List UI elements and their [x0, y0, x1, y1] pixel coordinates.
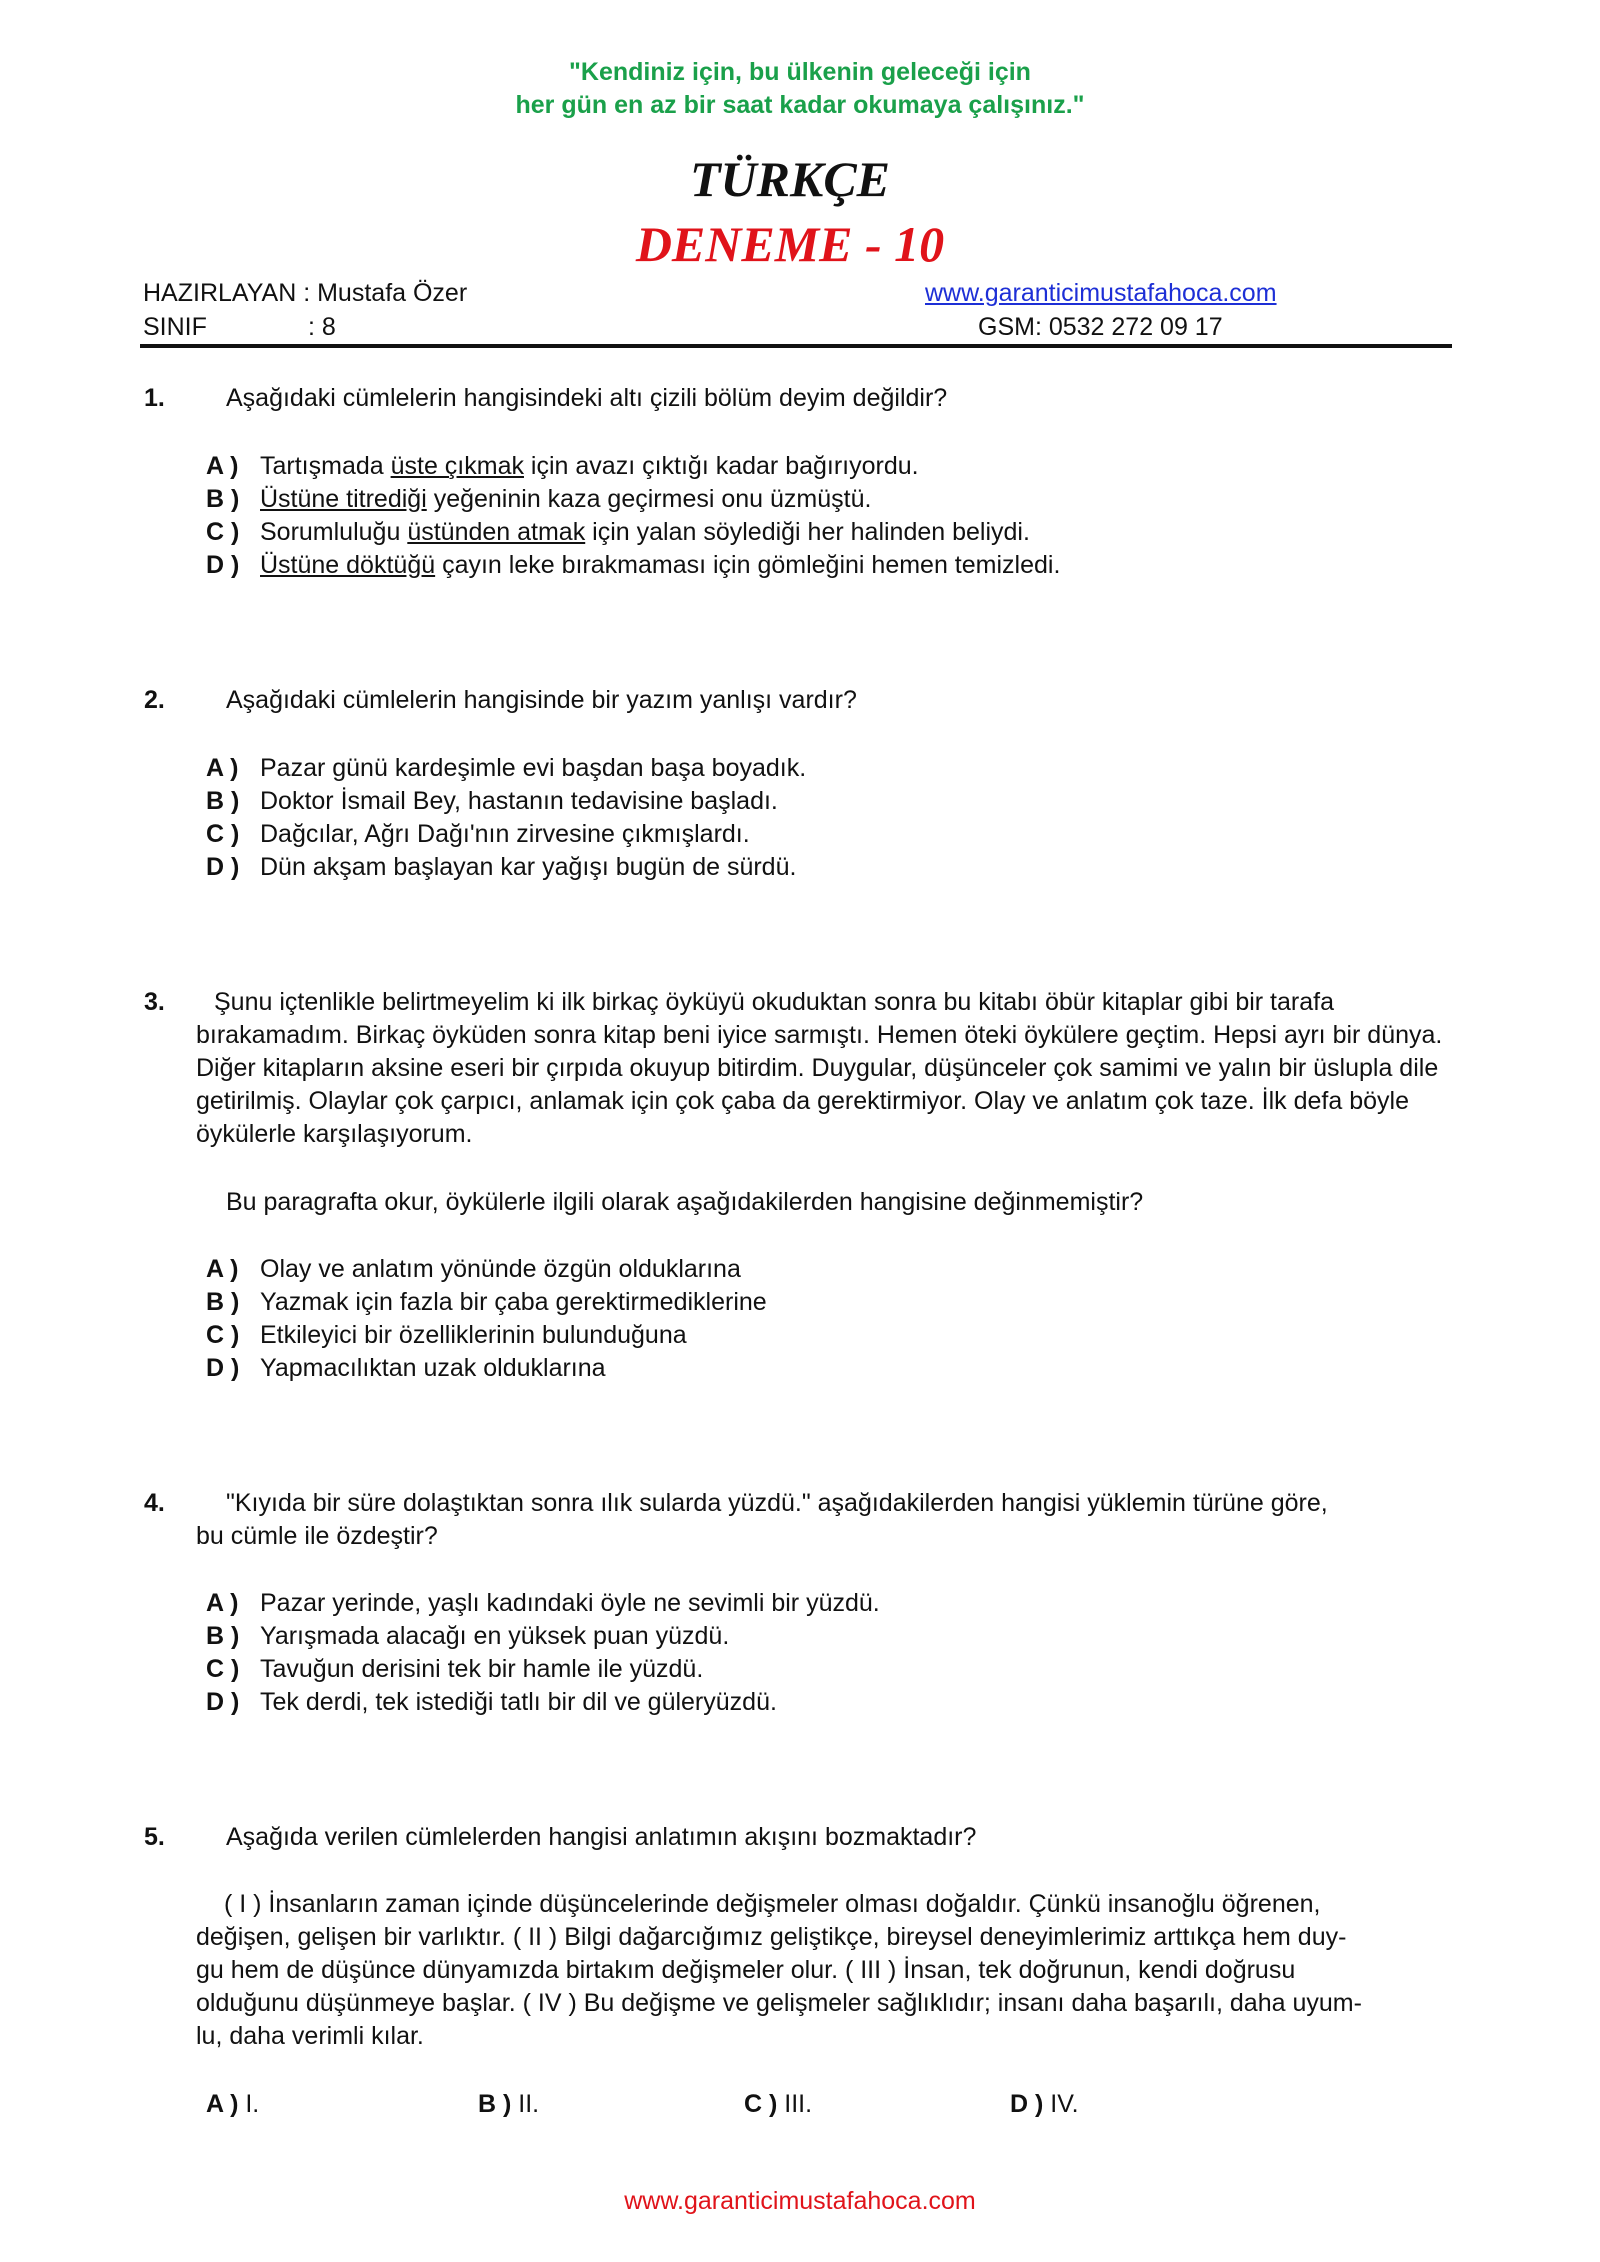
- option-text: Dün akşam başlayan kar yağışı bugün de sürdü.: [260, 853, 797, 881]
- option-text: Tartışmada: [260, 452, 391, 480]
- option-text: çayın leke bırakmaması için gömleğini hemen temizledi.: [435, 551, 1061, 579]
- passage-line: olduğunu düşünmeye başlar. ( IV ) Bu değişme ve gelişmeler sağlıklıdır; insanı daha başarılı, daha uyum-: [196, 1989, 1362, 2017]
- option-text: Tek derdi, tek istediği tatlı bir dil ve güleryüzdü.: [260, 1688, 777, 1716]
- option-text: Yapmacılıktan uzak olduklarına: [260, 1354, 606, 1382]
- option-label: A ): [206, 2090, 239, 2118]
- question-text-line-2: bu cümle ile özdeştir?: [196, 1522, 438, 1550]
- option-text: Yazmak için fazla bir çaba gerektirmediklerine: [260, 1288, 767, 1316]
- underlined-phrase: Üstüne titrediği: [260, 485, 427, 513]
- passage-line: lu, daha verimli kılar.: [196, 2022, 424, 2050]
- question-number: 3.: [144, 988, 165, 1016]
- option-text: II.: [518, 2090, 540, 2118]
- passage-line: ( I ) İnsanların zaman içinde düşüncelerinde değişmeler olması doğaldır. Çünkü insanoğlu öğrenen,: [224, 1890, 1321, 1918]
- option-c[interactable]: [744, 2088, 812, 2121]
- motto: [0, 56, 1600, 122]
- reading-passage: Şunu içtenlikle belirtmeyelim ki ilk birkaç öyküyü okuduktan sonra bu kitabı öbür kitaplar gibi bir tarafa bırakamadım. Birkaç öyküden sonra kitap beni iyice sarmıştı. Hemen öteki öykülere geçtim. Hepsi ayrı bir dünya. Diğer kitapların aksine eseri bir çırpıda okuyup bitirdim. Duygular, düşünceler çok samimi ve yalın bir üslupla dile getirilmiş. Olaylar çok çarpıcı, anlamak için çok çaba da gerektirmiyor. Olay ve anlatım çok taze. İlk defa böyle öykülerle karşılaşıyorum.: [196, 988, 1443, 1148]
- option-a[interactable]: [206, 450, 1456, 483]
- underlined-phrase: üstünden atmak: [407, 518, 586, 546]
- option-b[interactable]: [478, 2088, 539, 2121]
- question-number: 1.: [144, 384, 165, 412]
- option-label: A ): [206, 1255, 239, 1283]
- option-label: A ): [206, 754, 239, 782]
- website-link[interactable]: www.garanticimustafahoca.com: [925, 279, 1277, 307]
- option-c[interactable]: [206, 1319, 1456, 1352]
- option-label: C ): [206, 1321, 240, 1349]
- question-number: 5.: [144, 1823, 165, 1851]
- option-text: Sorumluluğu: [260, 518, 408, 546]
- option-label: B ): [206, 1622, 240, 1650]
- option-c[interactable]: [206, 818, 1456, 851]
- question-number: 4.: [144, 1489, 165, 1517]
- option-b[interactable]: [206, 1620, 1456, 1653]
- option-label: D ): [206, 551, 240, 579]
- option-label: A ): [206, 452, 239, 480]
- option-text: için yalan söylediği her halinden beliydi.: [585, 518, 1030, 546]
- option-label: D ): [206, 1354, 240, 1382]
- option-text: I.: [245, 2090, 260, 2118]
- motto-line-2: her gün en az bir saat kadar okumaya çalışınız.": [515, 91, 1085, 119]
- option-text: Tavuğun derisini tek bir hamle ile yüzdü.: [260, 1655, 704, 1683]
- option-text: Olay ve anlatım yönünde özgün olduklarına: [260, 1255, 741, 1283]
- option-label: C ): [206, 820, 240, 848]
- class-label: SINIF: [143, 313, 207, 341]
- underlined-phrase: üste çıkmak: [390, 452, 524, 480]
- option-b[interactable]: [206, 785, 1456, 818]
- option-a[interactable]: [206, 752, 1456, 785]
- option-d[interactable]: [206, 851, 1456, 884]
- option-label: C ): [744, 2090, 778, 2118]
- class-value: : 8: [308, 313, 336, 341]
- option-label: C ): [206, 1655, 240, 1683]
- option-a[interactable]: [206, 1253, 1456, 1286]
- option-text: III.: [784, 2090, 813, 2118]
- option-text: Dağcılar, Ağrı Dağı'nın zirvesine çıkmışlardı.: [260, 820, 750, 848]
- option-text: Pazar günü kardeşimle evi başdan başa boyadık.: [260, 754, 807, 782]
- option-c[interactable]: [206, 516, 1456, 549]
- option-label: D ): [206, 1688, 240, 1716]
- option-a[interactable]: [206, 1587, 1456, 1620]
- option-label: B ): [206, 787, 240, 815]
- option-a[interactable]: [206, 2088, 259, 2121]
- option-text: yeğeninin kaza geçirmesi onu üzmüştü.: [426, 485, 872, 513]
- page-subtitle: DENEME - 10: [635, 216, 945, 272]
- question-text: Aşağıdaki cümlelerin hangisinde bir yazım yanlışı vardır?: [226, 686, 857, 714]
- passage-line: gu hem de düşünce dünyamızda birtakım değişmeler olur. ( III ) İnsan, tek doğrunun, kendi doğrusu: [196, 1956, 1296, 1984]
- option-text: Etkileyici bir özelliklerinin bulunduğuna: [260, 1321, 687, 1349]
- question-text: Bu paragrafta okur, öykülerle ilgili olarak aşağıdakilerden hangisine değinmemiştir?: [226, 1188, 1144, 1216]
- header-divider: [140, 344, 1452, 348]
- option-label: C ): [206, 518, 240, 546]
- passage-line: değişen, gelişen bir varlıktır. ( II ) Bilgi dağarcığımız geliştikçe, bireysel deneyimlerimiz arttıkça hem duy-: [196, 1923, 1347, 1951]
- option-d[interactable]: [206, 549, 1456, 582]
- option-label: B ): [206, 485, 240, 513]
- option-d[interactable]: [1010, 2088, 1079, 2121]
- question-number: 2.: [144, 686, 165, 714]
- option-text: IV.: [1050, 2090, 1079, 2118]
- option-label: D ): [206, 853, 240, 881]
- question-text: Aşağıda verilen cümlelerden hangisi anlatımın akışını bozmaktadır?: [226, 1823, 977, 1851]
- page-title: TÜRKÇE: [689, 151, 891, 207]
- option-label: A ): [206, 1589, 239, 1617]
- option-b[interactable]: [206, 1286, 1456, 1319]
- option-c[interactable]: [206, 1653, 1456, 1686]
- option-text: için avazı çıktığı kadar bağırıyordu.: [523, 452, 919, 480]
- question-text-line-1: "Kıyıda bir süre dolaştıktan sonra ılık sularda yüzdü." aşağıdakilerden hangisi yüklemin türüne göre,: [226, 1489, 1328, 1517]
- motto-line-1: "Kendiniz için, bu ülkenin geleceği için: [569, 58, 1031, 86]
- option-text: Pazar yerinde, yaşlı kadındaki öyle ne sevimli bir yüzdü.: [260, 1589, 880, 1617]
- author-line: HAZIRLAYAN : Mustafa Özer: [143, 279, 468, 307]
- option-text: Yarışmada alacağı en yüksek puan yüzdü.: [260, 1622, 730, 1650]
- option-label: B ): [478, 2090, 512, 2118]
- phone-number: GSM: 0532 272 09 17: [978, 313, 1223, 341]
- underlined-phrase: Üstüne döktüğü: [260, 551, 436, 579]
- option-b[interactable]: [206, 483, 1456, 516]
- option-label: D ): [1010, 2090, 1044, 2118]
- option-text: Doktor İsmail Bey, hastanın tedavisine başladı.: [260, 787, 778, 815]
- footer-website[interactable]: www.garanticimustafahoca.com: [624, 2187, 976, 2215]
- option-d[interactable]: [206, 1352, 1456, 1385]
- question-text: Aşağıdaki cümlelerin hangisindeki altı çizili bölüm deyim değildir?: [226, 384, 948, 412]
- option-d[interactable]: [206, 1686, 1456, 1719]
- option-label: B ): [206, 1288, 240, 1316]
